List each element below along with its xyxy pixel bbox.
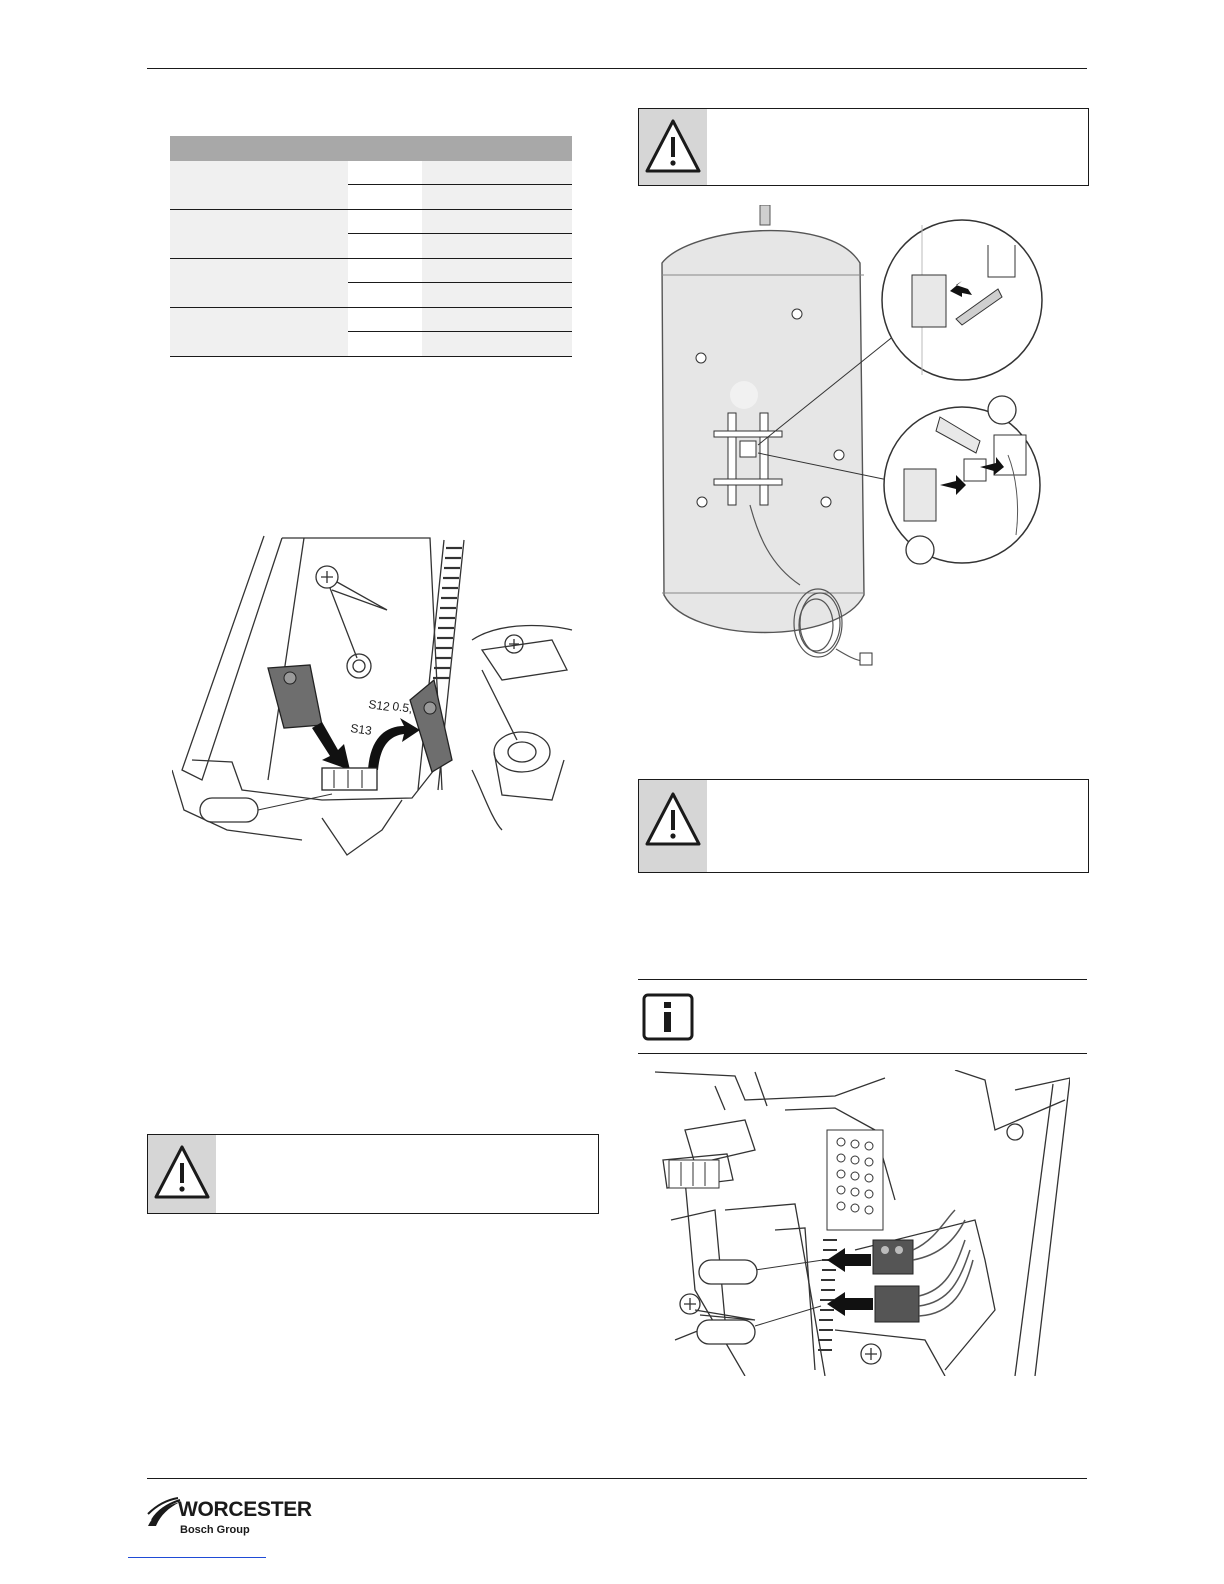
wiring-connector-illustration — [655, 1070, 1070, 1376]
table-cell — [348, 259, 422, 282]
brand-group: Bosch Group — [180, 1524, 250, 1536]
table-row — [348, 332, 572, 356]
pcb-label: S13 — [349, 721, 373, 738]
brand-logo — [146, 1494, 312, 1542]
table-group — [170, 259, 572, 308]
table-row — [348, 234, 572, 258]
table-cell — [348, 308, 422, 331]
table-cell — [348, 185, 422, 209]
table-group — [170, 210, 572, 259]
table-cell — [422, 283, 572, 307]
warning-triangle-icon — [148, 1135, 216, 1213]
table-group-label — [170, 259, 348, 307]
warning-box — [638, 779, 1089, 873]
brand-name: WORCESTER — [178, 1498, 312, 1521]
table-group-label — [170, 210, 348, 258]
warning-icon-column — [639, 780, 707, 872]
table-group-label — [170, 308, 348, 356]
footer-link-underline — [128, 1557, 266, 1558]
info-box — [638, 979, 1087, 1054]
table-row — [348, 185, 572, 209]
table-cell — [348, 283, 422, 307]
warning-triangle-icon — [639, 780, 707, 872]
warning-icon-column — [148, 1135, 216, 1213]
table-group — [170, 161, 572, 210]
footer-rule — [147, 1478, 1087, 1479]
table-cell — [348, 161, 422, 184]
table-row — [348, 308, 572, 332]
table-cell — [422, 161, 572, 184]
warning-box — [147, 1134, 599, 1214]
table-cell — [422, 332, 572, 356]
table-row — [348, 283, 572, 307]
info-icon — [642, 993, 694, 1041]
table-cell — [422, 185, 572, 209]
table-cell — [348, 332, 422, 356]
worcester-swoosh-icon — [146, 1496, 182, 1530]
warning-triangle-icon — [639, 109, 707, 185]
table-cell — [348, 210, 422, 233]
callout-oval — [697, 1320, 755, 1344]
table-row — [348, 259, 572, 283]
table-cell — [422, 308, 572, 331]
table-group — [170, 308, 572, 357]
pcb-label: 0.5, — [391, 699, 414, 716]
table-row — [348, 210, 572, 234]
table-header-text — [170, 141, 176, 155]
table-cell — [348, 234, 422, 258]
table-cell — [422, 234, 572, 258]
table-cell — [422, 259, 572, 282]
warning-box — [638, 108, 1089, 186]
warning-icon-column — [639, 109, 707, 185]
header-rule — [147, 68, 1087, 69]
table-group-label — [170, 161, 348, 209]
callout-oval — [699, 1260, 757, 1284]
table-row — [348, 161, 572, 185]
table-header — [170, 136, 572, 161]
table-cell — [422, 210, 572, 233]
pcb-label: S12 — [367, 697, 391, 714]
pcb-connector-illustration — [172, 530, 574, 860]
callout-oval — [200, 798, 258, 822]
cylinder-sensor-illustration — [650, 205, 1060, 685]
spec-table — [170, 136, 572, 357]
